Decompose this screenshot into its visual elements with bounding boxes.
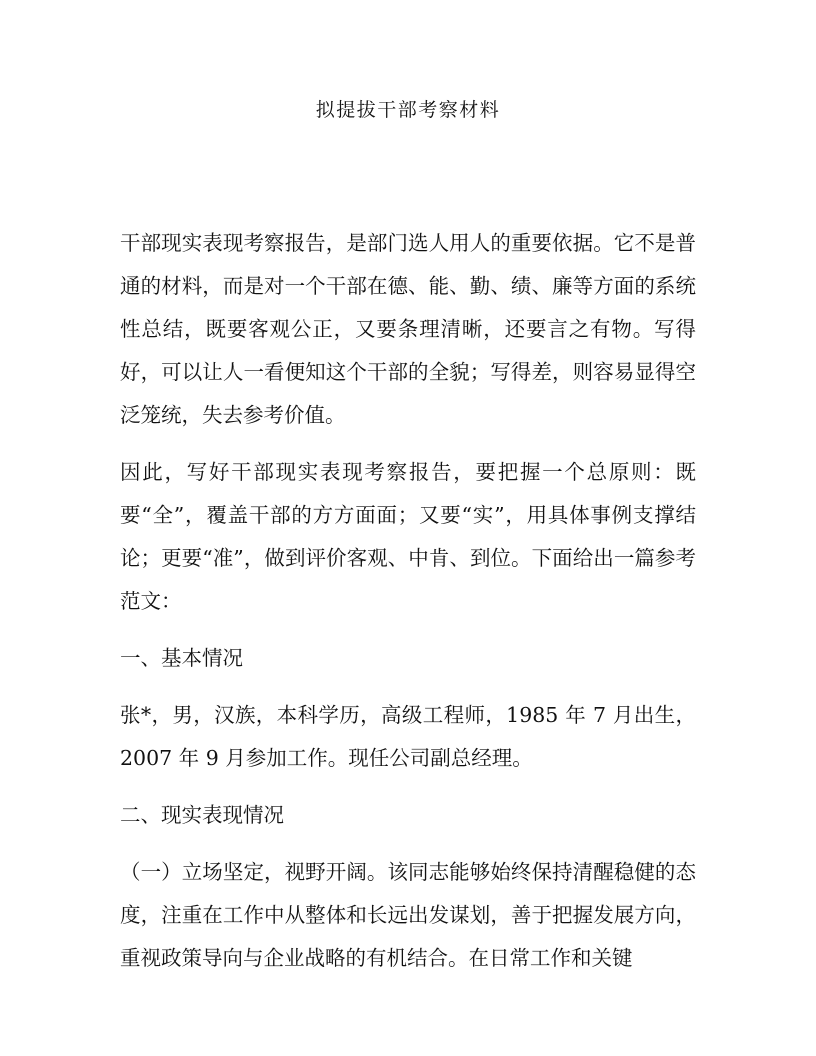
document-title: 拟提拔干部考察材料 bbox=[315, 99, 501, 121]
performance-paragraph: （一）立场坚定，视野开阔。该同志能够始终保持清醒稳健的态度，注重在工作中从整体和长远出发谋划，善于把握发展方向，重视政策导向与企业战略的有机结合。在日常工作和关键 bbox=[120, 860, 696, 970]
intro-paragraph: 干部现实表现考察报告，是部门选人用人的重要依据。它不是普通的材料，而是对一个干部在德、能、勤、绩、廉等方面的系统性总结，既要客观公正，又要条理清晰，还要言之有物。写得好，可以让人一看便知这个干部的全貌；写得差，则容易显得空泛笼统，失去参考价值。 bbox=[120, 231, 696, 427]
principle-paragraph: 因此，写好干部现实表现考察报告，要把握一个总原则：既要“全”，覆盖干部的方方面面；又要“实”，用具体事例支撑结论；更要“准”，做到评价客观、中肯、到位。下面给出一篇参考范文： bbox=[120, 460, 696, 613]
section-heading-basic-info: 一、基本情况 bbox=[120, 646, 243, 670]
basic-info-paragraph: 张*，男，汉族，本科学历，高级工程师，1985 年 7 月出生，2007 年 9 月参加工作。现任公司副总经理。 bbox=[120, 703, 696, 770]
section-heading-performance: 二、现实表现情况 bbox=[120, 803, 284, 827]
document-body bbox=[120, 222, 696, 994]
